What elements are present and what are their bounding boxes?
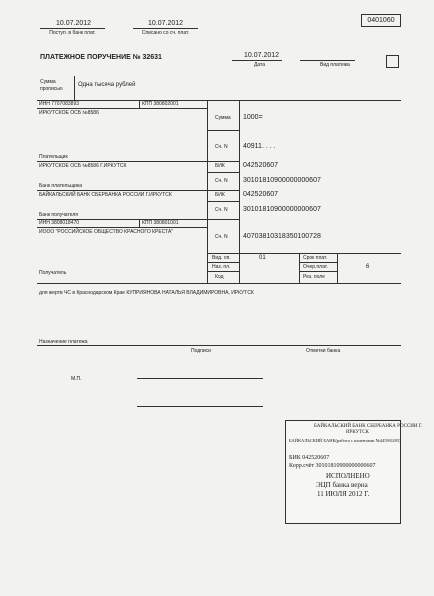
payer-bank-account-label: Сч. N (215, 178, 228, 184)
col-payer-inn-divider (139, 100, 140, 108)
payer-bank-bik-label: БИК (215, 163, 225, 169)
form-code-box (361, 14, 401, 27)
bank-stamp (285, 420, 423, 524)
payer-account: 40911. . . . (243, 143, 276, 150)
order-title: ПЛАТЕЖНОЕ ПОРУЧЕНИЕ № 32631 (40, 54, 162, 61)
amount-words-label-2: прописью (40, 86, 63, 92)
codes-bottom-rule (37, 283, 401, 284)
codes-col-3 (299, 253, 300, 283)
received-date-line (40, 28, 105, 29)
label-col-right (239, 100, 240, 283)
codes-mid-rule-2 (299, 262, 337, 263)
signatures-label: Подписи (191, 348, 211, 354)
payee-bank-account: 30101810900000000607 (243, 206, 321, 213)
form-code: 0401060 (367, 17, 395, 24)
payment-type-box (386, 55, 399, 68)
payee-label: Получатель (39, 270, 67, 276)
payer-label: Плательщик (39, 154, 68, 160)
stamp-status: ИСПОЛНЕНО (326, 472, 370, 480)
stamp-line-1: БАЙКАЛЬСКИЙ БАНК СБЕРБАНКА РОССИИ Г. (314, 424, 423, 429)
payer-bank-rule (37, 190, 239, 191)
op-type: 01 (259, 255, 266, 261)
payee-bank-bik: 042520607 (243, 191, 279, 198)
purpose-rule (37, 345, 401, 346)
payee-inn: ИНН 3808018470 (39, 220, 80, 226)
priority-label: Очер.плат. (303, 264, 328, 270)
payee-bank-name: БАЙКАЛЬСКИЙ БАНК СБЕРБАНКА РОССИИ Г.ИРКУТСК (39, 192, 172, 198)
col-payee-inn-divider (139, 219, 140, 227)
order-date-line (232, 60, 282, 61)
op-type-label: Вид. оп. (212, 255, 231, 261)
payer-inn: ИНН 7707083893 (39, 101, 80, 107)
payee-bank-bik-label: БИК (215, 192, 225, 198)
debited-label: Списано со сч. плат. (141, 30, 190, 36)
received-label: Поступ. в банк плат. (49, 30, 96, 36)
amount-words-label-1: Сумма (40, 79, 56, 85)
inn-row-rule (37, 108, 207, 109)
debited-date-line (133, 28, 198, 29)
debited-date: 10.07.2012 (148, 20, 184, 27)
stamp-place-label: М.П. (71, 376, 82, 382)
payee-bank-label: Банк получателя (39, 212, 78, 218)
received-date: 10.07.2012 (56, 20, 92, 27)
payer-bank-name: ИРКУТСКОЕ ОСБ №8586 Г.ИРКУТСК (39, 163, 127, 169)
payee-inn-rule (37, 227, 207, 228)
signature-line-2 (137, 406, 263, 407)
amount-words: Одна тысяча рублей (78, 82, 136, 88)
signature-line-1 (137, 378, 263, 379)
payer-bank-bik: 042520607 (243, 162, 279, 169)
purpose-text: для жертв ЧС в Краснодарском Крае КУПРИЯНОВА НАТАЛЬЯ ВЛАДИМИРОВНА, ИРКУТСК (39, 290, 254, 296)
stamp-bik: БИК 042520607 (289, 455, 330, 461)
label-col-left (207, 100, 208, 283)
priority-value: 6 (366, 264, 370, 270)
codes-row2-rule (207, 271, 239, 272)
due-label: Срок плат. (303, 255, 328, 261)
payee-kpp: КПП 380801001 (142, 220, 179, 226)
codes-top-rule (207, 253, 401, 254)
res-label: Рез. поле (303, 274, 325, 280)
bank-marks-label: Отметки банка (306, 348, 341, 354)
payee-account: 40703810318350100728 (243, 233, 321, 240)
stamp-line-2: ИРКУТСК (346, 430, 369, 435)
amount-bottom-rule (37, 100, 401, 101)
sum-value: 1000= (243, 114, 263, 121)
sum-label: Сумма (215, 115, 231, 121)
payment-type-label: Вид платежа (320, 62, 350, 68)
payer-bank-split-rule (207, 172, 239, 173)
payee-account-label: Сч. N (215, 234, 228, 240)
purpose-code-label: Наз. пл. (212, 264, 231, 270)
order-date: 10.07.2012 (244, 52, 280, 59)
payer-rule (37, 161, 239, 162)
amount-words-divider (74, 76, 75, 100)
sum-row-rule (207, 130, 239, 131)
payer-bank-account: 30101810900000000607 (243, 177, 321, 184)
payee-name: ИООО "РОССИЙСКОЕ ОБЩЕСТВО КРАСНОГО КРЕСТА" (39, 229, 174, 235)
codes-col-4 (337, 253, 338, 283)
payer-account-label: Сч. N (215, 144, 228, 150)
payment-type-line (300, 60, 355, 61)
code-label: Код (215, 274, 224, 280)
stamp-date: 11 ИЮЛЯ 2012 Г. (317, 490, 370, 498)
payee-bank-account-label: Сч. N (215, 207, 228, 213)
codes-mid-rule (207, 262, 239, 263)
payer-name: ИРКУТСКОЕ ОСБ №8586 (39, 110, 99, 116)
purpose-label: Назначение платежа (39, 339, 88, 345)
payee-bank-split-rule (207, 201, 239, 202)
order-date-label: Дата (254, 62, 266, 68)
stamp-line-3: БАЙКАЛЬСКИЙ БАНК(работа с клиентами №4459/0283) (289, 438, 401, 443)
payer-bank-label: Банк плательщика (39, 183, 83, 189)
stamp-sign: ЭЦП банка верна (316, 481, 368, 489)
codes-row2-rule-2 (299, 271, 337, 272)
payer-kpp: КПП 380802001 (142, 101, 179, 107)
stamp-corr: Корр.счёт 30101810900000000607 (289, 463, 376, 469)
